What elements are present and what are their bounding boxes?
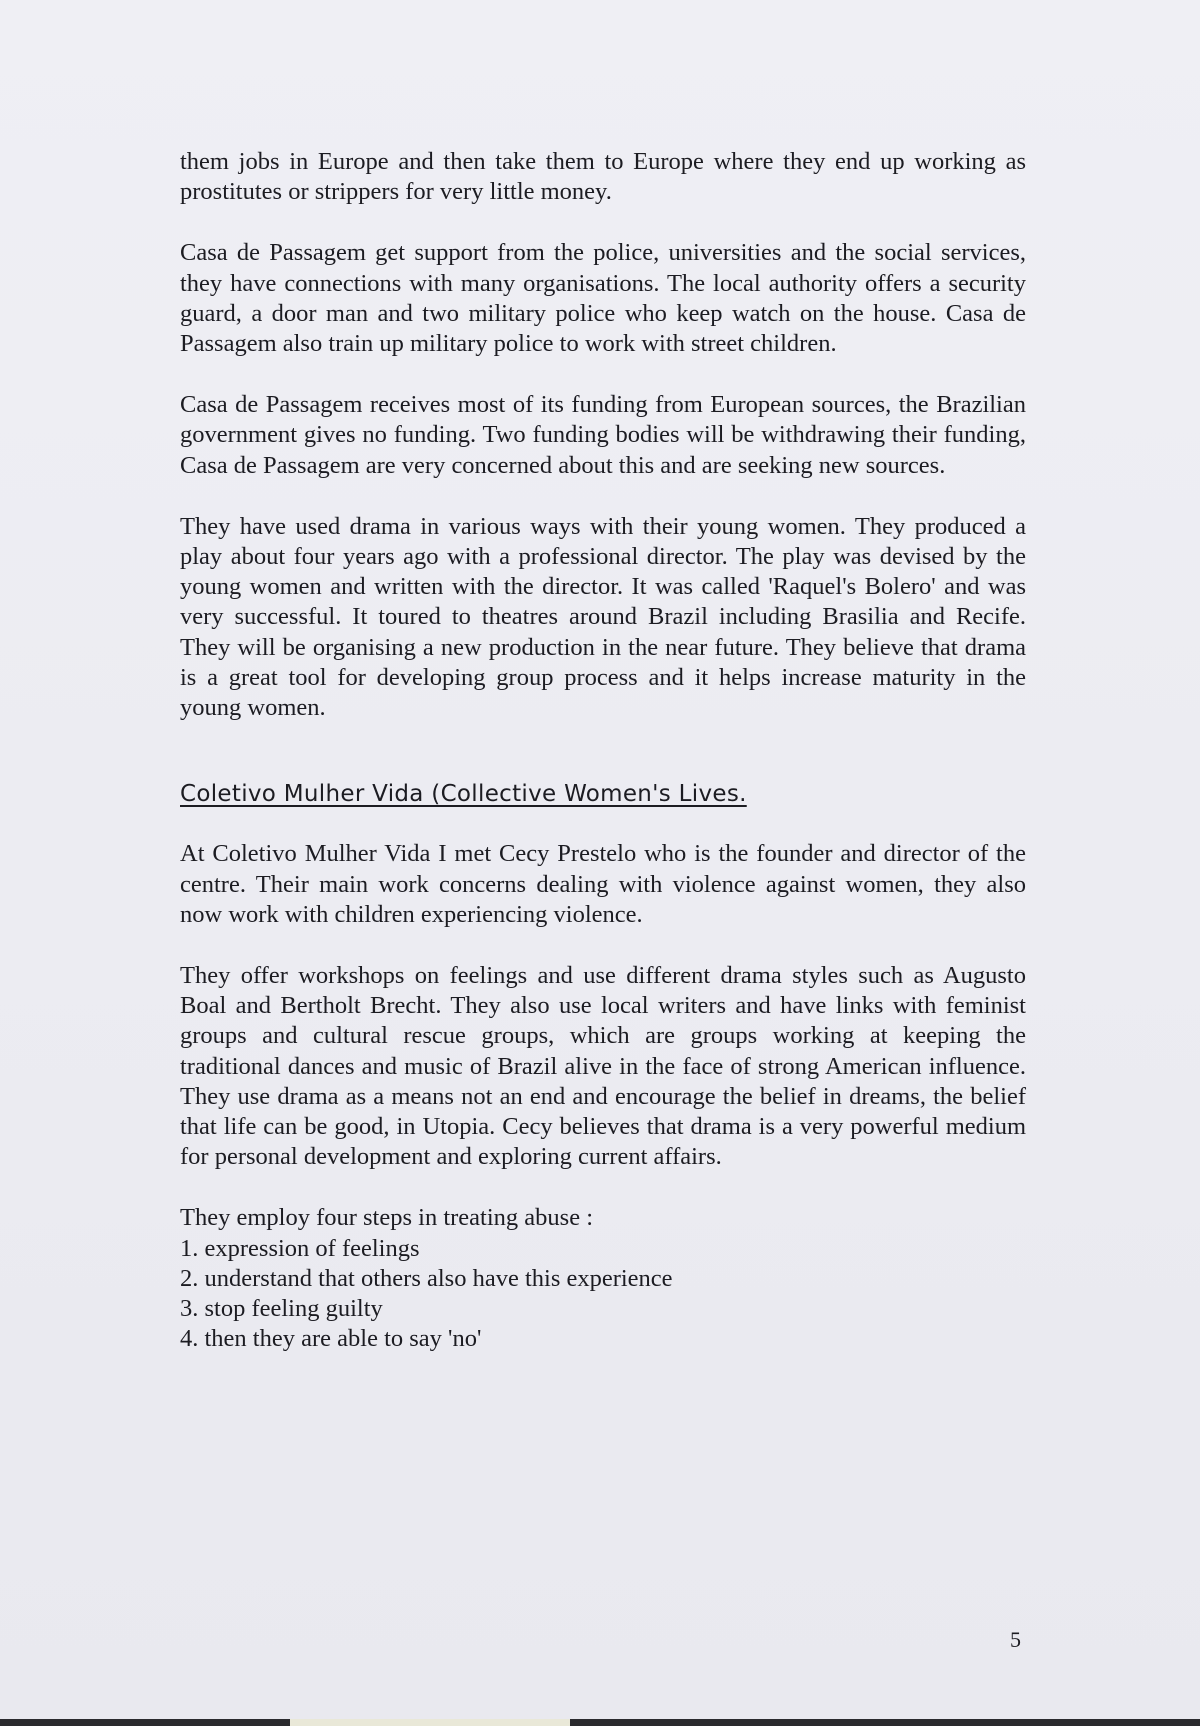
scan-light-strip [290,1719,570,1726]
list-item: 4. then they are able to say 'no' [180,1325,482,1353]
list-item: 2. understand that others also have this experience [180,1264,673,1292]
paragraph-coletivo-intro: At Coletivo Mulher Vida I met Cecy Prestelo who is the founder and director of the centre. Their main work concerns dealing with violence against women, they also now work with children experiencing violence. [180,840,1026,928]
list-item: 1. expression of feelings [180,1234,420,1262]
steps-intro: They employ four steps in treating abuse : [180,1204,593,1232]
list-item: 3. stop feeling guilty [180,1295,383,1323]
paragraph-workshops: They offer workshops on feelings and use different drama styles such as Augusto Boal and Bertholt Brecht. They also use local writers and have links with feminist groups and cultural rescue groups, which are groups working at keeping the traditional dances and music of Brazil alive in the face of strong American influence. They use drama as a means not an end and encourage the belief in dreams, the belief that life can be good, in Utopia. Cecy believes that drama is a very powerful medium for personal development and exploring current affairs. [180,962,1026,1171]
page-number: 5 [1010,1627,1021,1652]
paragraph-support: Casa de Passagem get support from the police, universities and the social services, they have connections with many organisations. The local authority offers a security guard, a door man and two military police who keep watch on the house. Casa de Passagem also train up military police to work with street children. [180,239,1026,358]
section-heading: Coletivo Mulher Vida (Collective Women's Lives. [180,781,747,808]
page-body [180,147,1026,1355]
paragraph-continuation: them jobs in Europe and then take them to Europe where they end up working as prostitutes or strippers for very little money. [180,148,1026,206]
steps-list [180,1234,1026,1355]
scan-bottom-edge [0,1719,1200,1726]
paragraph-funding: Casa de Passagem receives most of its funding from European sources, the Brazilian government gives no funding. Two funding bodies will be withdrawing their funding, Casa de Passagem are very concerned about this and are seeking new sources. [180,391,1026,479]
paragraph-drama: They have used drama in various ways with their young women. They produced a play about four years ago with a professional director. The play was devised by the young women and written with the director. It was called 'Raquel's Bolero' and was very successful. It toured to theatres around Brazil including Brasilia and Recife. They will be organising a new production in the near future. They believe that drama is a great tool for developing group process and it helps increase maturity in the young women. [180,512,1026,722]
